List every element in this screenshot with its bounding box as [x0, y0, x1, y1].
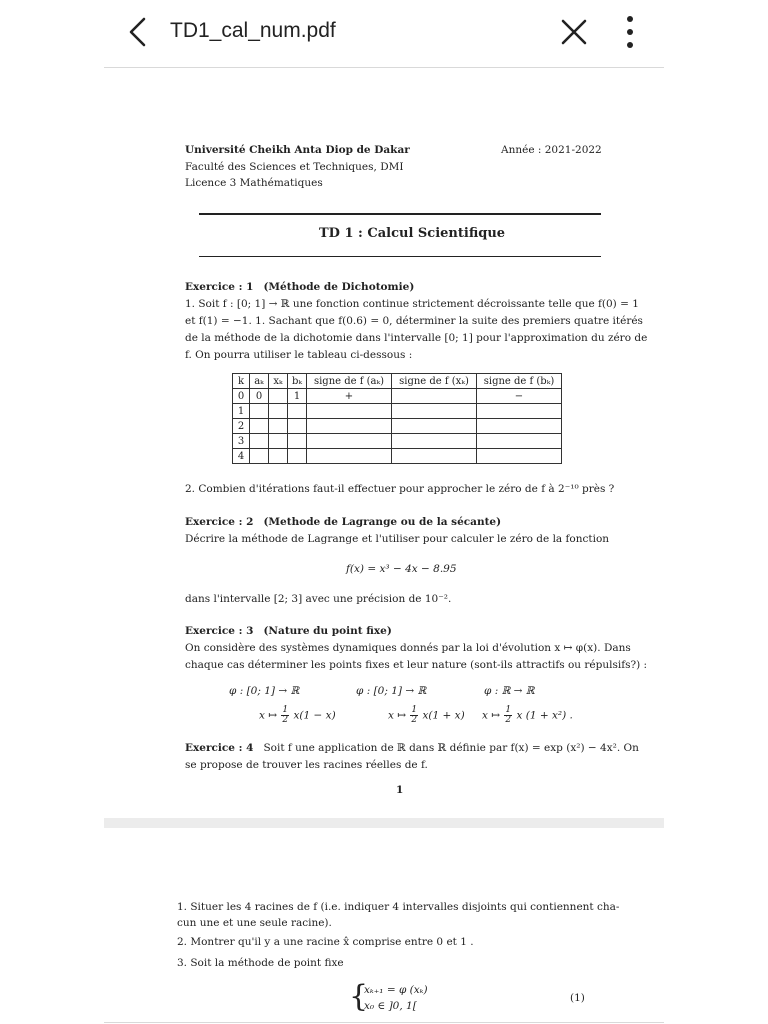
map-1-rule — [259, 706, 336, 725]
page-bottom-edge — [104, 1022, 664, 1023]
map-2-rule-post: x(1 + x) — [422, 709, 465, 722]
system-brace-icon: { — [349, 979, 369, 1014]
table-cell — [269, 419, 288, 434]
map-3-rule-pre: x ↦ — [482, 709, 501, 722]
table-header-row — [233, 374, 562, 389]
table-cell — [392, 449, 477, 464]
dichotomy-table — [232, 373, 562, 464]
table-cell — [477, 419, 562, 434]
table-cell — [477, 404, 562, 419]
exercise-2-label: Exercice : 2 — [185, 516, 254, 528]
exercise-4-text: Soit f une application de ℝ dans ℝ définie par f(x) = exp (x²) − 4x². On — [263, 742, 639, 754]
document-title: TD1_cal_num.pdf — [170, 19, 336, 42]
exercise-4-label: Exercice : 4 — [185, 742, 254, 754]
table-cell: 2 — [233, 419, 250, 434]
page-separator — [104, 818, 664, 828]
table-row — [233, 419, 562, 434]
list-item: 3. Soit la méthode de point fixe — [177, 957, 344, 969]
table-cell — [392, 434, 477, 449]
exercise-2-heading — [185, 516, 501, 528]
university-name: Université Cheikh Anta Diop de Dakar — [185, 144, 410, 156]
table-row — [233, 389, 562, 404]
system-line-2: x₀ ∈ ]0, 1[ — [364, 1000, 417, 1012]
exercise-1-line-3: de la méthode de la dichotomie dans l'intervalle [0; 1] pour l'approximation du zéro de — [185, 332, 648, 344]
map-3-rule-post: x (1 + x²) . — [516, 709, 573, 722]
table-cell — [269, 389, 288, 404]
table-cell — [288, 419, 307, 434]
equation-number: (1) — [570, 992, 585, 1004]
pdf-page-2[interactable] — [104, 828, 664, 1022]
exercise-1-line-2: et f(1) = −1. 1. Sachant que f(0.6) = 0, déterminer la suite des premiers quatre itérés — [185, 315, 643, 327]
table-cell: − — [477, 389, 562, 404]
top-app-bar — [0, 0, 768, 66]
table-cell — [307, 419, 392, 434]
table-cell — [477, 434, 562, 449]
map-1-domain: φ : [0; 1] → ℝ — [229, 685, 300, 697]
licence-name: Licence 3 Mathématiques — [185, 177, 323, 189]
table-cell — [288, 449, 307, 464]
td-title: TD 1 : Calcul Scientifique — [319, 226, 506, 241]
exercise-2-line-2: dans l'intervalle [2; 3] avec une précision de 10⁻². — [185, 593, 452, 605]
table-cell — [269, 404, 288, 419]
map-2-domain: φ : [0; 1] → ℝ — [356, 685, 427, 697]
table-cell — [307, 404, 392, 419]
table-cell — [250, 449, 269, 464]
table-cell: 4 — [233, 449, 250, 464]
exercise-2-line-1: Décrire la méthode de Lagrange et l'utiliser pour calculer le zéro de la fonction — [185, 533, 610, 545]
table-header-cell: signe de f (aₖ) — [307, 374, 392, 389]
title-rule-top — [199, 213, 601, 215]
exercise-3-line-2: chaque cas déterminer les points fixes et leur nature (sont-ils attractifs ou répulsifs?) : — [185, 659, 648, 671]
table-header-cell: signe de f (xₖ) — [392, 374, 477, 389]
more-options-icon[interactable] — [622, 14, 638, 50]
exercise-1-label: Exercice : 1 — [185, 281, 254, 293]
map-2-rule — [388, 706, 465, 725]
close-icon[interactable] — [560, 18, 588, 46]
exercise-2-subtitle: (Methode de Lagrange ou de la sécante) — [263, 516, 502, 528]
table-row — [233, 404, 562, 419]
table-header-cell: aₖ — [250, 374, 269, 389]
map-3-domain: φ : ℝ → ℝ — [484, 685, 535, 697]
exercise-1-line-1: 1. Soit f : [0; 1] → ℝ une fonction continue strictement décroissante telle que f(0) = 1 — [185, 298, 639, 310]
exercise-2-formula: f(x) = x³ − 4x − 8.95 — [346, 563, 457, 575]
table-cell: 1 — [288, 389, 307, 404]
title-rule-bottom — [199, 256, 601, 257]
table-cell — [392, 389, 477, 404]
exercise-1-question-2: 2. Combien d'itérations faut-il effectuer pour approcher le zéro de f à 2⁻¹⁰ près ? — [185, 483, 615, 495]
exercise-1-heading — [185, 281, 414, 293]
list-item: 2. Montrer qu'il y a une racine x̂ comprise entre 0 et 1 . — [177, 936, 474, 948]
map-1-rule-pre: x ↦ — [259, 709, 278, 722]
table-cell — [250, 434, 269, 449]
table-cell — [269, 449, 288, 464]
system-line-1: xₖ₊₁ = φ (xₖ) — [364, 984, 428, 996]
table-cell — [307, 449, 392, 464]
map-2-rule-pre: x ↦ — [388, 709, 407, 722]
table-header-cell: xₖ — [269, 374, 288, 389]
table-cell — [307, 434, 392, 449]
table-row — [233, 434, 562, 449]
exercise-1-subtitle: (Méthode de Dichotomie) — [263, 281, 415, 293]
table-header-cell: k — [233, 374, 250, 389]
exercise-1-line-4: f. On pourra utiliser le tableau ci-dessous : — [185, 349, 413, 361]
fraction-one-half: $\frac{1}{2}$ — [505, 705, 512, 725]
table-cell — [392, 404, 477, 419]
table-cell: 3 — [233, 434, 250, 449]
map-3-rule — [482, 706, 573, 725]
table-cell — [477, 449, 562, 464]
pdf-page-1[interactable] — [104, 68, 664, 818]
map-1-rule-post: x(1 − x) — [293, 709, 336, 722]
back-arrow-icon[interactable] — [124, 16, 152, 48]
exercise-4-line-1 — [185, 740, 639, 757]
table-cell — [288, 434, 307, 449]
table-cell — [250, 419, 269, 434]
table-header-cell: bₖ — [288, 374, 307, 389]
table-cell: 1 — [233, 404, 250, 419]
academic-year: Année : 2021-2022 — [501, 144, 602, 156]
table-cell: + — [307, 389, 392, 404]
table-row — [233, 449, 562, 464]
table-cell — [392, 419, 477, 434]
table-cell: 0 — [250, 389, 269, 404]
list-item: 1. Situer les 4 racines de f (i.e. indiquer 4 intervalles disjoints qui contiennent cha- — [177, 901, 620, 913]
fraction-one-half: $\frac{1}{2}$ — [282, 705, 289, 725]
exercise-3-line-1: On considère des systèmes dynamiques donnés par la loi d'évolution x ↦ φ(x). Dans — [185, 642, 631, 654]
page-number: 1 — [396, 784, 404, 796]
table-cell — [269, 434, 288, 449]
table-cell: 0 — [233, 389, 250, 404]
exercise-3-label: Exercice : 3 — [185, 625, 254, 637]
table-cell — [250, 404, 269, 419]
fraction-one-half: $\frac{1}{2}$ — [411, 705, 418, 725]
faculty-name: Faculté des Sciences et Techniques, DMI — [185, 161, 404, 173]
list-item: cun une et une seule racine). — [177, 917, 332, 929]
table-header-cell: signe de f (bₖ) — [477, 374, 562, 389]
exercise-4-line-2: se propose de trouver les racines réelles de f. — [185, 759, 428, 771]
table-cell — [288, 404, 307, 419]
exercise-3-subtitle: (Nature du point fixe) — [263, 625, 392, 637]
exercise-3-heading — [185, 625, 392, 637]
